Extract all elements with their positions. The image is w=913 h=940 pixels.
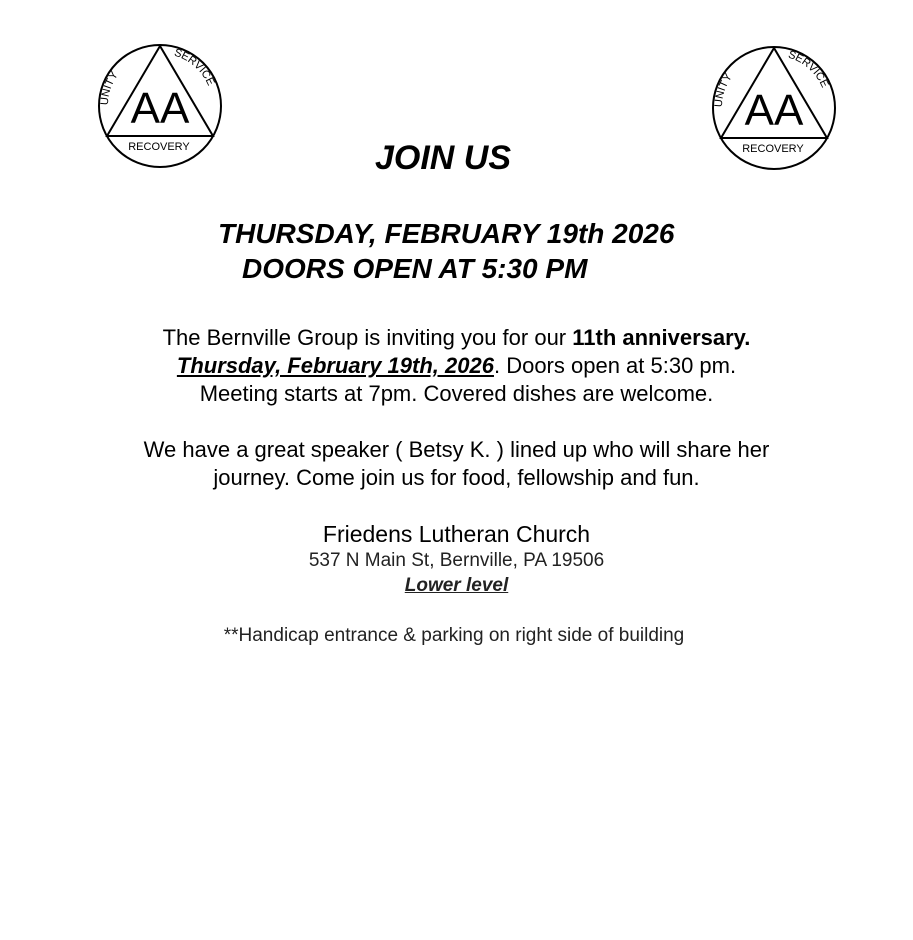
- aa-logo-recovery: RECOVERY: [742, 143, 804, 155]
- invitation-line-2: Thursday, February 19th, 2026. Doors open at 5:30 pm.: [176, 353, 737, 378]
- speaker-line-1: We have a great speaker ( Betsy K. ) lined up who will share her: [143, 437, 770, 462]
- invitation-line-3: Meeting starts at 7pm. Covered dishes are welcome.: [199, 381, 714, 406]
- aa-logo-service: SERVICE: [172, 46, 217, 88]
- speaker-line-2: journey. Come join us for food, fellowship and fun.: [213, 465, 700, 490]
- event-date-text: Thursday, February 19th, 2026: [176, 353, 494, 378]
- svg-text:SERVICE: [173, 47, 217, 88]
- svg-text:SERVICE: [787, 49, 831, 90]
- venue-level: Lower level: [404, 575, 509, 596]
- aa-logo-recovery: RECOVERY: [128, 141, 190, 153]
- venue-name: Friedens Lutheran Church: [322, 521, 591, 547]
- aa-logo-center: AA: [744, 86, 804, 135]
- aa-logo-unity: UNITY: [98, 69, 121, 106]
- doors-open-heading: DOORS OPEN AT 5:30 PM: [242, 253, 588, 284]
- accessibility-note: **Handicap entrance & parking on right side of building: [223, 625, 685, 646]
- venue-address: 537 N Main St, Bernville, PA 19506: [308, 550, 605, 571]
- aa-logo-center: AA: [130, 84, 190, 133]
- event-date-heading: THURSDAY, FEBRUARY 19th 2026: [218, 218, 675, 249]
- invitation-line-1: The Bernville Group is inviting you for our 11th anniversary.: [162, 325, 751, 350]
- aa-logo-service: SERVICE: [786, 48, 831, 90]
- invitation-paragraph: [0, 324, 913, 408]
- aa-logo-unity: UNITY: [712, 71, 735, 108]
- anniversary-text: 11th anniversary.: [572, 325, 751, 350]
- page-title: JOIN US: [374, 139, 512, 177]
- speaker-paragraph: [0, 436, 913, 492]
